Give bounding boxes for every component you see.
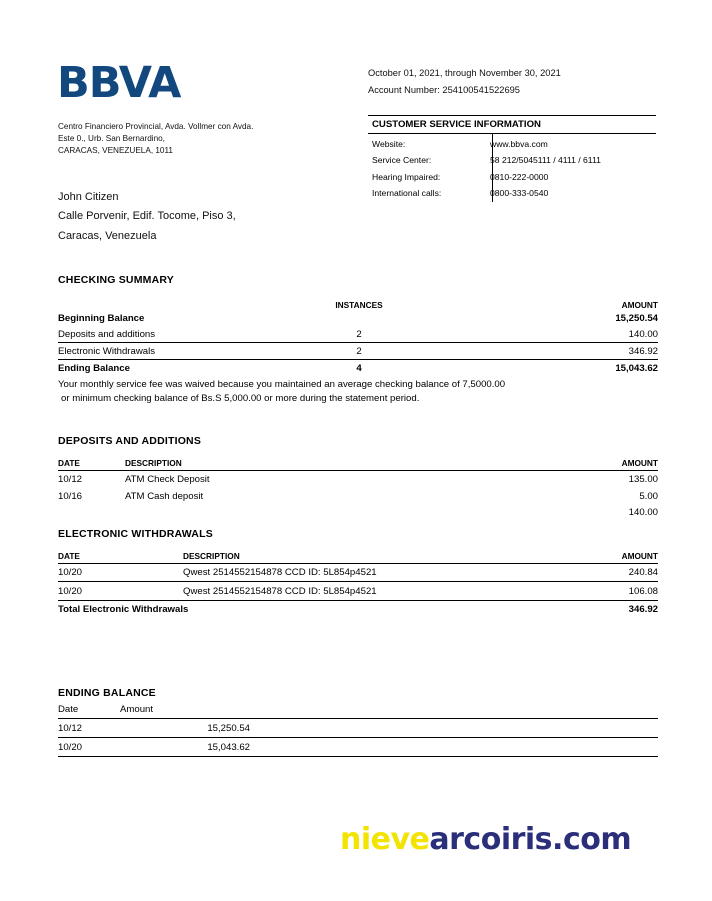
ending-balance-amount: 15,043.62 xyxy=(207,741,250,753)
summary-row-deposits xyxy=(58,326,658,342)
cs-value-service-center: 58 212/5045111 / 4111 / 6111 xyxy=(490,155,601,166)
summary-row-beginning-balance xyxy=(58,310,658,326)
customer-service-row xyxy=(368,186,656,202)
summary-instances: 4 xyxy=(356,362,362,374)
spacer xyxy=(58,507,125,518)
summary-instances: 2 xyxy=(356,345,362,357)
cs-label-service-center: Service Center: xyxy=(372,155,432,166)
withdrawal-amount: 240.84 xyxy=(628,567,658,579)
withdrawal-date: 10/20 xyxy=(58,585,83,597)
spacer xyxy=(58,300,304,310)
ending-balance-title: ENDING BALANCE xyxy=(58,687,156,699)
recipient-address-line-1: Calle Porvenir, Edif. Tocome, Piso 3, xyxy=(58,210,236,223)
summary-row-ending-balance xyxy=(58,360,658,376)
checking-summary-header xyxy=(58,300,658,310)
customer-service-divider xyxy=(492,134,493,202)
deposits-title: DEPOSITS AND ADDITIONS xyxy=(58,435,202,447)
col-amount: AMOUNT xyxy=(621,551,658,561)
table-row xyxy=(58,564,658,582)
withdrawals-title: ELECTRONIC WITHDRAWALS xyxy=(58,528,213,540)
checking-summary-section xyxy=(58,274,658,407)
summary-amount: 15,250.54 xyxy=(615,312,658,324)
cs-label-international-calls: International calls: xyxy=(372,187,442,198)
bank-address-line-2: Este 0., Urb. San Bernardino, xyxy=(58,133,165,143)
ending-balance-section xyxy=(58,687,658,757)
watermark-part-1: nieve xyxy=(340,822,430,857)
col-amount: AMOUNT xyxy=(621,300,658,310)
summary-desc: Electronic Withdrawals xyxy=(58,345,156,357)
spacer xyxy=(125,507,538,518)
col-description: DESCRIPTION xyxy=(183,551,240,561)
deposit-date: 10/16 xyxy=(58,490,83,502)
table-row xyxy=(58,488,658,505)
statement-meta xyxy=(368,65,561,99)
deposits-total-row xyxy=(58,504,658,521)
summary-amount: 140.00 xyxy=(628,328,658,340)
bank-address-line-3: CARACAS, VENEZUELA, 1011 xyxy=(58,145,173,155)
cs-value-hearing-impaired: 0810-222-0000 xyxy=(490,171,549,182)
service-fee-note-line-1: Your monthly service fee was waived because you maintained an average checking balance of 7,5000.00 xyxy=(58,379,506,390)
withdrawal-amount: 106.08 xyxy=(628,585,658,597)
col-instances: INSTANCES xyxy=(335,300,383,310)
withdrawal-date: 10/20 xyxy=(58,567,83,579)
customer-service-row xyxy=(368,153,656,169)
watermark-part-2: arcoiris xyxy=(429,822,553,857)
summary-desc: Ending Balance xyxy=(58,362,130,374)
customer-service-row xyxy=(368,170,656,186)
customer-service-rows xyxy=(368,134,656,202)
ending-balance-date: 10/12 xyxy=(58,722,83,734)
bank-address-line-1: Centro Financiero Provincial, Avda. Vollmer con Avda. xyxy=(58,122,254,131)
customer-service-row xyxy=(368,137,656,153)
checking-summary-title: CHECKING SUMMARY xyxy=(58,274,174,286)
watermark-part-3: .com xyxy=(552,822,632,857)
deposits-total-amount: 140.00 xyxy=(628,507,658,518)
recipient-block xyxy=(58,188,338,246)
cs-value-website: www.bbva.com xyxy=(490,139,548,150)
service-fee-note xyxy=(58,378,658,407)
withdrawal-description: Qwest 2514552154878 CCD ID: 5L854p4521 xyxy=(183,567,377,579)
recipient-name: John Citizen xyxy=(58,191,119,203)
withdrawals-total-amount: 346.92 xyxy=(628,604,658,616)
col-amount: AMOUNT xyxy=(621,458,658,468)
bank-address xyxy=(58,121,318,157)
deposit-amount: 135.00 xyxy=(628,474,658,485)
deposit-description: ATM Cash deposit xyxy=(125,490,204,502)
summary-row-withdrawals xyxy=(58,342,658,360)
ending-balance-date: 10/20 xyxy=(58,741,83,753)
table-row xyxy=(58,737,658,757)
col-date: DATE xyxy=(58,458,80,468)
withdrawals-header xyxy=(58,551,658,564)
col-date: Date xyxy=(58,704,79,715)
bbva-logo: BBVA xyxy=(57,58,181,108)
col-date: DATE xyxy=(58,551,80,561)
ending-balance-amount: 15,250.54 xyxy=(207,722,250,734)
summary-amount: 15,043.62 xyxy=(615,362,658,374)
table-row xyxy=(58,718,658,737)
deposit-amount: 5.00 xyxy=(639,490,658,502)
statement-period: October 01, 2021, through November 30, 2021 xyxy=(368,68,561,78)
summary-instances xyxy=(304,313,414,324)
summary-amount: 346.92 xyxy=(628,345,658,357)
summary-desc: Beginning Balance xyxy=(58,312,145,324)
withdrawals-total-row xyxy=(58,601,658,616)
deposit-description: ATM Check Deposit xyxy=(125,474,210,485)
col-amount: Amount xyxy=(120,704,154,715)
col-description: DESCRIPTION xyxy=(125,458,182,468)
deposits-header xyxy=(58,458,658,471)
account-number: Account Number: 254100541522695 xyxy=(368,85,520,96)
withdrawals-total-label: Total Electronic Withdrawals xyxy=(58,604,189,616)
table-row xyxy=(58,582,658,600)
customer-service-box xyxy=(368,115,656,202)
deposits-section xyxy=(58,435,658,521)
cs-value-international-calls: 0800-333-0540 xyxy=(490,187,549,198)
summary-desc: Deposits and additions xyxy=(58,328,156,340)
recipient-address-line-2: Caracas, Venezuela xyxy=(58,229,157,242)
service-fee-note-line-2: or minimum checking balance of Bs.S 5,000.00 or more during the statement period. xyxy=(61,393,420,405)
cs-label-hearing-impaired: Hearing Impaired: xyxy=(372,171,441,182)
deposit-date: 10/12 xyxy=(58,474,83,485)
watermark xyxy=(340,822,631,857)
table-row xyxy=(58,471,658,488)
withdrawals-section xyxy=(58,528,658,615)
customer-service-title: CUSTOMER SERVICE INFORMATION xyxy=(368,115,656,134)
cs-label-website: Website: xyxy=(372,139,406,150)
summary-instances: 2 xyxy=(356,328,362,340)
withdrawal-description: Qwest 2514552154878 CCD ID: 5L854p4521 xyxy=(183,585,377,597)
ending-balance-header xyxy=(58,699,658,718)
